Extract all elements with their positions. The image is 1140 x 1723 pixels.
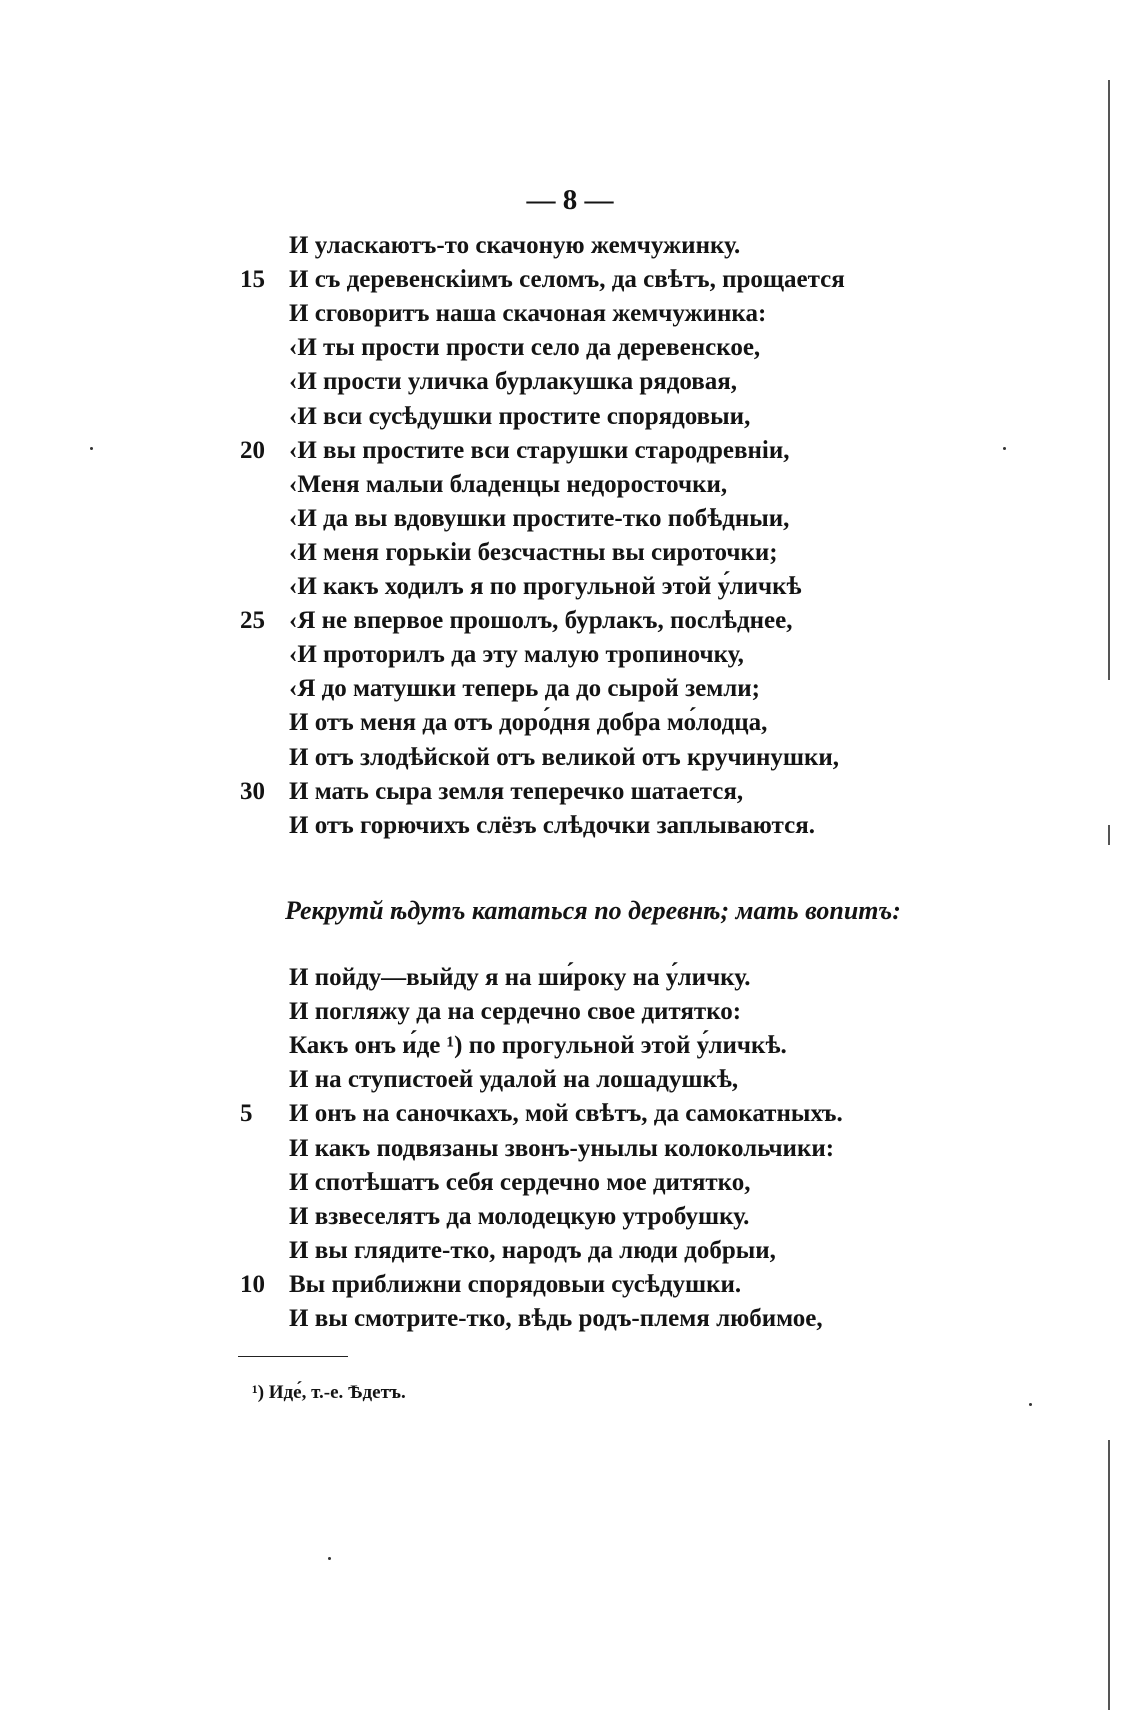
line-text: Какъ онъ и́де ¹) по прогульной этой у́личкѣ. [289,1032,787,1060]
footnote-divider [238,1356,348,1357]
line-text: И вы смотрите-тко, вѣдь родъ-племя любимое, [289,1305,823,1332]
line-text: И уласкаютъ-то скачоную жемчужинку. [289,232,741,259]
line-text: И съ деревенскіимъ селомъ, да свѣтъ, прощается [289,266,845,294]
line-text: И онъ на саночкахъ, мой свѣтъ, да самокатныхъ. [289,1100,843,1128]
line-text: И отъ меня да отъ доро́дня добра мо́лодца, [289,709,768,737]
line-text: ‹Меня малыи бладенцы недоросточки, [289,470,728,498]
footnote-text: Иде́, т.-е. Ѣдетъ. [268,1382,406,1403]
scan-speck [328,1557,331,1560]
line-text: И пойду—выйду я на ши́року на у́личку. [289,964,751,991]
line-text: И на ступистоей удалой на лошадушкѣ, [289,1066,739,1094]
line-number: 5 [240,1100,253,1128]
line-number: 30 [240,777,265,805]
scan-speck [1029,1403,1032,1406]
line-number: 10 [240,1270,265,1298]
line-text: И сговоритъ наша скачоная жемчужинка: [289,300,767,328]
footnote-marker: ¹) [252,1382,265,1403]
scan-speck [1003,447,1006,450]
line-text: ‹И вы простите вси старушки стародревніи, [289,436,790,464]
line-text: И погляжу да на сердечно свое дитятко: [289,998,742,1026]
line-number: 20 [240,436,265,464]
line-text: И спотѣшатъ себя сердечно мое дитятко, [289,1168,751,1196]
line-text: И мать сыра земля теперечко шатается, [289,777,744,805]
scan-speck [90,447,93,450]
line-text: И какъ подвязаны звонъ-унылы колокольчики: [289,1134,835,1162]
line-number: 15 [240,266,265,294]
line-text: ‹И да вы вдовушки простите-тко побѣдныи, [289,504,790,532]
scan-margin-line [1108,825,1110,845]
line-text: И отъ горючихъ слёзъ слѣдочки заплываются. [289,811,815,839]
line-number: 25 [240,607,265,635]
line-text: ‹И ты прости прости село да деревенское, [289,334,761,362]
line-text: И отъ злодѣйской отъ великой отъ кручинушки, [289,743,840,771]
footnote [252,1382,406,1404]
line-text: И вы глядите-тко, народъ да люди добрыи, [289,1236,776,1264]
line-text: И взвеселятъ да молодецкую утробушку. [289,1202,750,1230]
line-text: ‹И прости уличка бурлакушка рядовая, [289,368,738,396]
line-text: ‹И проторилъ да эту малую тропиночку, [289,641,744,669]
line-text: ‹И меня горькіи безсчастны вы сироточки; [289,538,778,566]
line-text: ‹Я до матушки теперь да до сырой земли; [289,675,760,703]
line-text: ‹И вси сусѣдушки простите спорядовыи, [289,402,751,430]
page-number: — 8 — [526,184,614,216]
scan-margin-line [1108,80,1110,680]
line-text: ‹Я не впервое прошолъ, бурлакъ, послѣднее, [289,607,793,635]
line-text: Вы приближни спорядовыи сусѣдушки. [289,1270,742,1298]
line-text: ‹И какъ ходилъ я по прогульной этой у́личкѣ [289,573,802,600]
section-heading: Рекрутй ѣдутъ кататься по деревнѣ; мать вопитъ: [285,896,901,925]
scan-margin-line [1108,1440,1110,1710]
